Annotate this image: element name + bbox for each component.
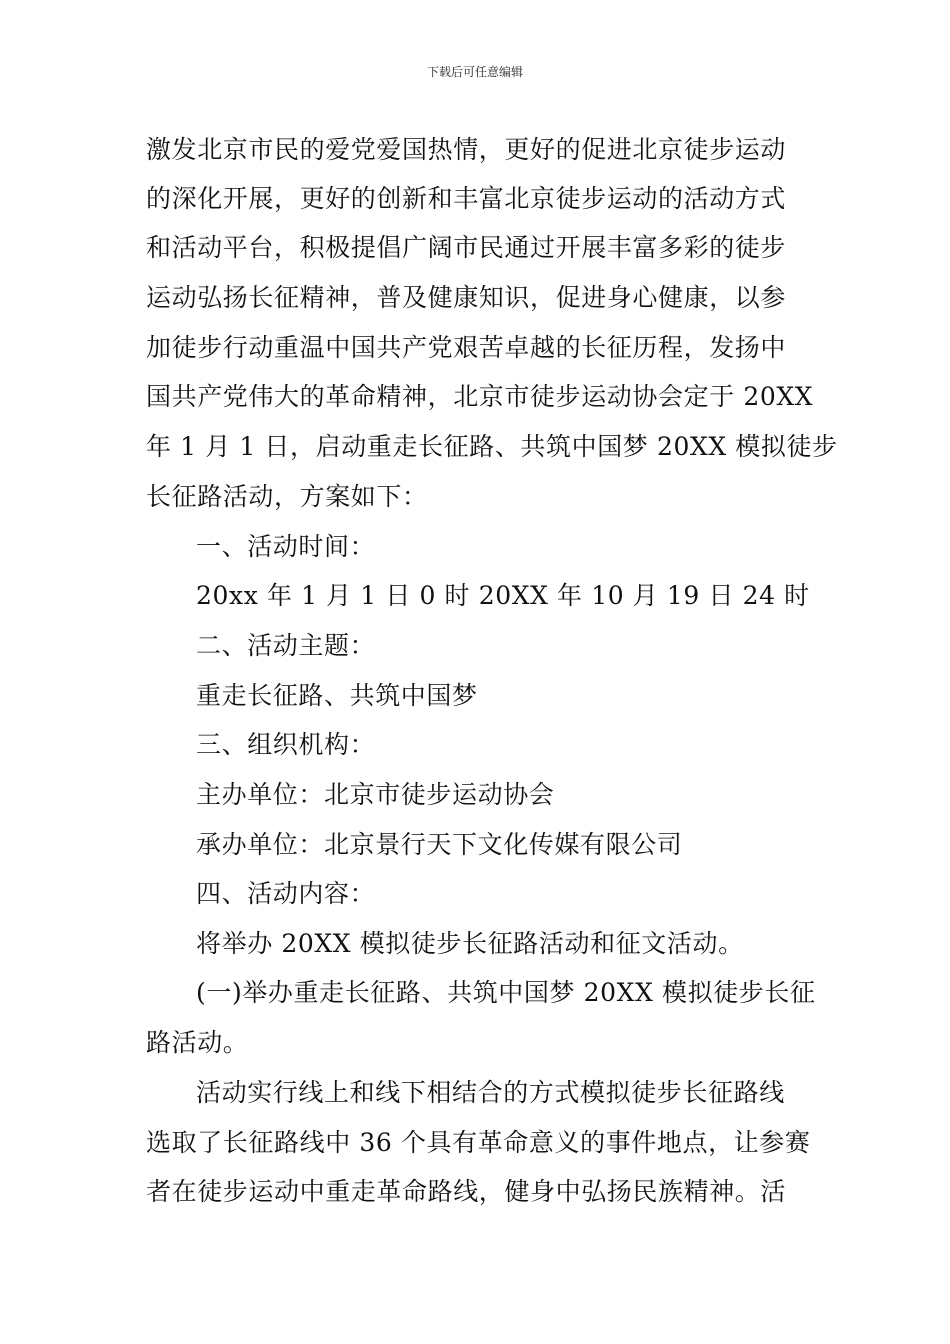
body-line: 国共产党伟大的革命精神，北京市徒步运动协会定于 20XX (146, 382, 814, 411)
body-line: 重走长征路、共筑中国梦 (196, 681, 478, 710)
body-line: 路活动。 (146, 1028, 249, 1057)
body-line: 选取了长征路线中 36 个具有革命意义的事件地点，让参赛 (146, 1128, 811, 1157)
body-line: 和活动平台，积极提倡广阔市民通过开展丰富多彩的徒步 (146, 233, 787, 262)
page-header: 下载后可任意编辑 (426, 65, 523, 79)
body-line: 主办单位：北京市徒步运动协会 (196, 780, 555, 809)
body-line: 激发北京市民的爱党爱国热情，更好的促进北京徒步运动 (146, 135, 787, 164)
body-line: 运动弘扬长征精神，普及健康知识，促进身心健康，以参 (146, 283, 787, 312)
body-line: (一)举办重走长征路、共筑中国梦 20XX 模拟徒步长征 (196, 978, 816, 1007)
section-heading-theme: 二、活动主题： (196, 631, 376, 660)
body-line: 长征路活动，方案如下： (146, 482, 428, 511)
body-line: 20xx 年 1 月 1 日 0 时 20XX 年 10 月 19 日 24 时 (196, 581, 810, 610)
section-heading-organization: 三、组织机构： (196, 730, 376, 759)
body-line: 承办单位：北京景行天下文化传媒有限公司 (196, 830, 683, 859)
body-line: 加徒步行动重温中国共产党艰苦卓越的长征历程，发扬中 (146, 333, 787, 362)
body-line: 活动实行线上和线下相结合的方式模拟徒步长征路线 (196, 1078, 785, 1107)
body-line: 的深化开展，更好的创新和丰富北京徒步运动的活动方式 (146, 184, 787, 213)
body-line: 者在徒步运动中重走革命路线，健身中弘扬民族精神。活 (146, 1177, 787, 1206)
body-line: 年 1 月 1 日，启动重走长征路、共筑中国梦 20XX 模拟徒步 (146, 432, 838, 461)
section-heading-time: 一、活动时间： (196, 532, 376, 561)
body-line: 将举办 20XX 模拟徒步长征路活动和征文活动。 (196, 929, 744, 958)
section-heading-content: 四、活动内容： (196, 879, 376, 908)
